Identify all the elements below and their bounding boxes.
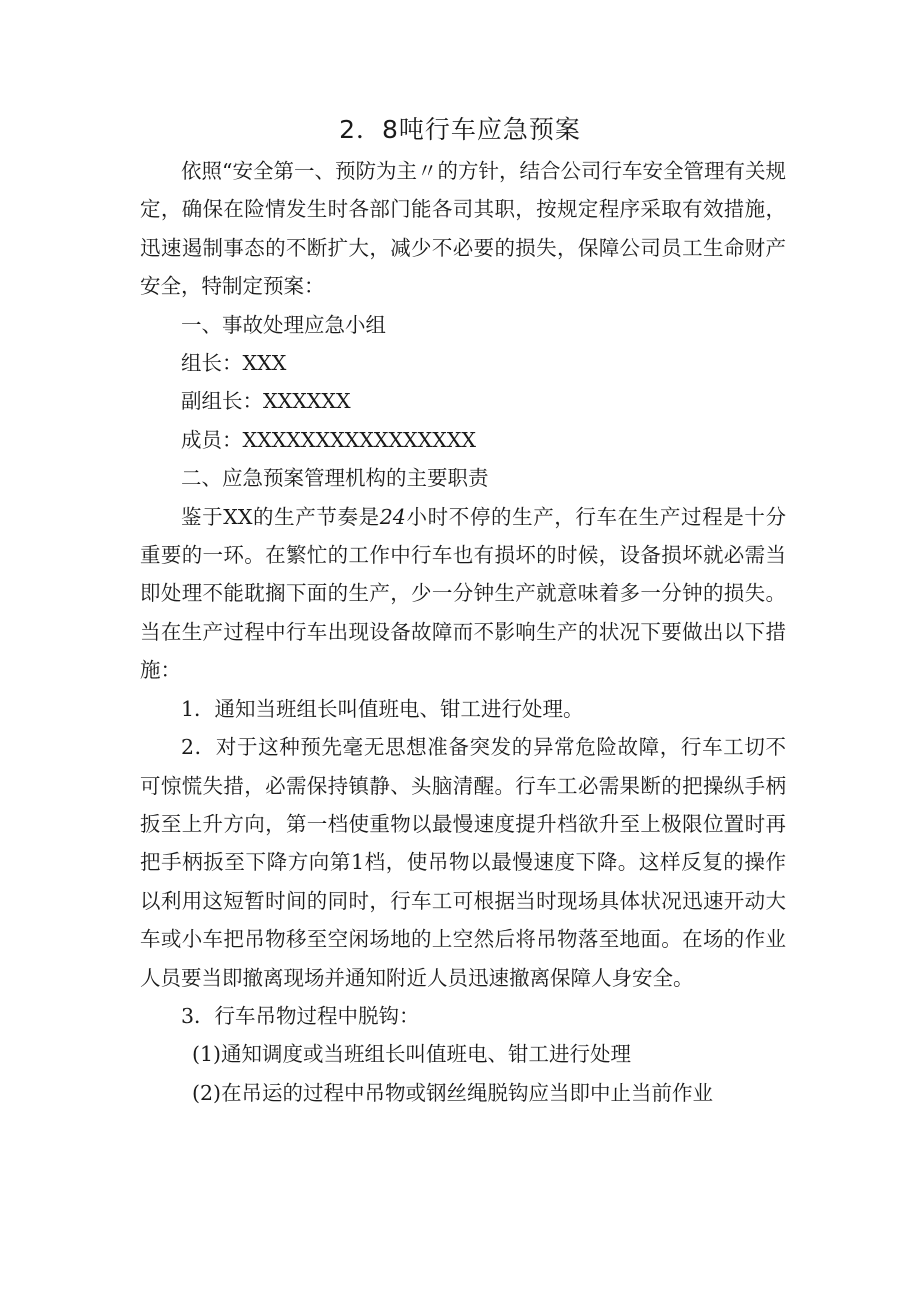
measure-item-2: 2．对于这种预先毫无思想准备突发的异常危险故障，行车工切不可惊慌失措，必需保持镇静、头脑清醒。行车工必需果断的把操纵手柄扳至上升方向，第一档使重物以最慢速度提升档欲升至上极限位置时再把手柄扳至下降方向第1档，使吊物以最慢速度下降。这样反复的操作以利用这短暂时间的同时，行车工可根据当时现场具体状况迅速开动大车或小车把吊物移至空闲场地的上空然后将吊物落至地面。在场的作业人员要当即撤离现场并通知附近人员迅速撤离保障人身安全。 (140, 735, 786, 990)
section2-body-post: 小时不停的生产，行车在生产过程是十分重要的一环。在繁忙的工作中行车也有损坏的时候，设备损坏就必需当即处理不能耽搁下面的生产，少一分钟生产就意味着多一分钟的损失。当在生产过程中行车出现设备故障而不影响生产的状况下要做出以下措施： (140, 504, 786, 683)
section2-body-pre: 鉴于XX的生产节奏是 (181, 504, 380, 529)
measure-item-3-sub-2: (2)在吊运的过程中吊物或钢丝绳脱钩应当即中止当前作业 (192, 1080, 714, 1105)
group-members: 成员：XXXXXXXXXXXXXXXX (181, 427, 477, 452)
document-body (140, 152, 786, 1112)
measure-item-1: 1．通知当班组长叫值班电、钳工进行处理。 (181, 696, 584, 721)
measure-item-3-sub-1: (1)通知调度或当班组长叫值班电、钳工进行处理 (192, 1042, 632, 1067)
measure-item-3: 3．行车吊物过程中脱钩： (181, 1003, 420, 1028)
group-deputy: 副组长：XXXXXX (181, 389, 351, 414)
section1-heading: 一、事故处理应急小组 (181, 312, 386, 337)
group-leader: 组长：XXX (181, 351, 287, 376)
section2-body (140, 498, 786, 690)
document-title: 2．8吨行车应急预案 (339, 115, 581, 144)
intro-paragraph: 依照“安全第一、预防为主〃的方针，结合公司行车安全管理有关规定，确保在险情发生时各部门能各司其职，按规定程序采取有效措施，迅速遏制事态的不断扩大，减少不必要的损失，保障公司员工生命财产安全，特制定预案： (140, 159, 786, 299)
section2-heading: 二、应急预案管理机构的主要职责 (181, 466, 489, 491)
section2-hours-number: 24 (379, 504, 406, 529)
